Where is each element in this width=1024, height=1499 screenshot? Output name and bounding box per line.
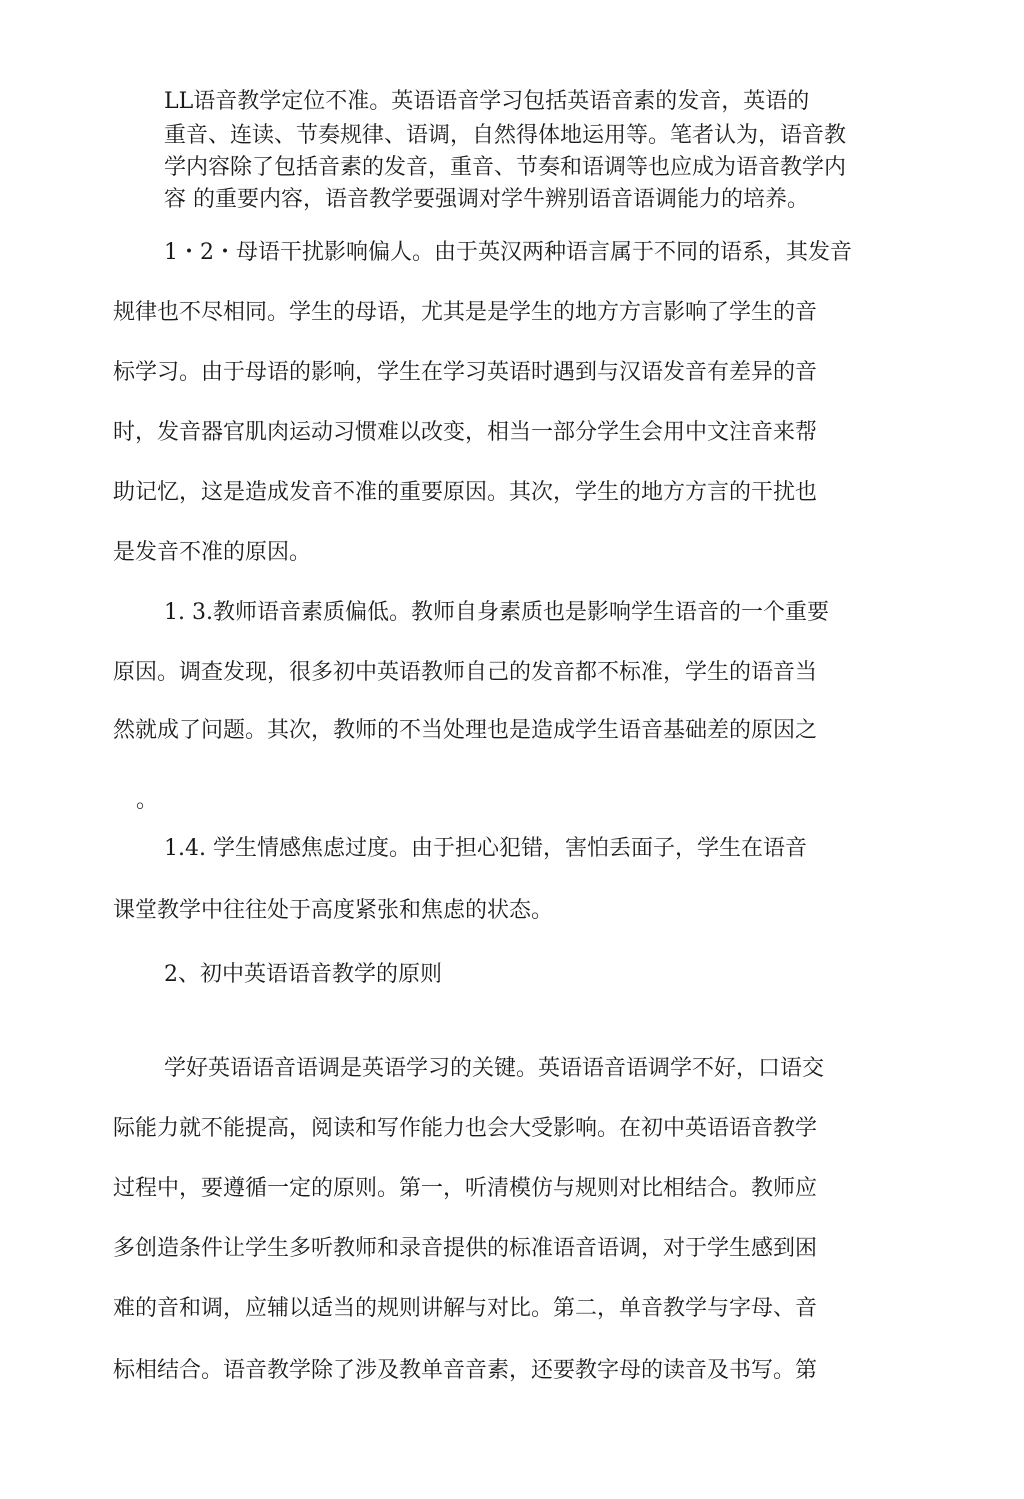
text-line: 课堂教学中往往处于高度紧张和焦虑的状态。 (113, 898, 554, 923)
text-line: 多创造条件让学生多听教师和录音提供的标准语音语调，对于学生感到困 (113, 1236, 818, 1261)
text-line: LL语音教学定位不准。英语语音学习包括英语音素的发音，英语的 (164, 89, 810, 114)
text-line: 难的音和调，应辅以适当的规则讲解与对比。第二，单音教学与字母、音 (113, 1296, 818, 1321)
text-line: 。 (136, 788, 159, 813)
text-line: 1・2・母语干扰影响偏人。由于英汉两种语言属于不同的语系，其发音 (164, 240, 852, 265)
text-line: 1. 3.教师语音素质偏低。教师自身素质也是影响学生语音的一个重要 (164, 600, 829, 625)
text-line: 重音、连读、节奏规律、语调，自然得体地运用等。笔者认为，语音教 (164, 123, 847, 148)
text-line: 际能力就不能提高，阅读和写作能力也会大受影响。在初中英语语音教学 (113, 1116, 818, 1141)
text-line: 标学习。由于母语的影响，学生在学习英语时遇到与汉语发音有差异的音 (113, 360, 818, 385)
text-line: 原因。调查发现，很多初中英语教师自己的发音都不标准，学生的语音当 (113, 660, 818, 685)
text-line: 助记忆，这是造成发音不准的重要原因。其次，学生的地方方言的干扰也 (113, 480, 818, 505)
text-line: 然就成了问题。其次，教师的不当处理也是造成学生语音基础差的原因之 (113, 718, 818, 743)
text-line: 是发音不准的原因。 (113, 540, 312, 565)
text-line: 过程中，要遵循一定的原则。第一，听清模仿与规则对比相结合。教师应 (113, 1176, 818, 1201)
text-line: 1.4. 学生情感焦虑过度。由于担心犯错，害怕丢面子，学生在语音 (164, 836, 807, 861)
text-line: 时，发音器官肌肉运动习惯难以改变，相当一部分学生会用中文注音来帮 (113, 420, 818, 445)
section-heading: 2、初中英语语音教学的原则 (164, 962, 442, 987)
text-line: 规律也不尽相同。学生的母语，尤其是是学生的地方方言影响了学生的音 (113, 300, 818, 325)
text-line: 学好英语语音语调是英语学习的关键。英语语音语调学不好，口语交 (164, 1056, 825, 1081)
text-line: 学内容除了包括音素的发音，重音、节奏和语调等也应成为语音教学内 (164, 155, 847, 180)
text-line: 标相结合。语音教学除了涉及教单音音素，还要教字母的读音及书写。第 (113, 1358, 818, 1383)
text-line: 容 的重要内容，语音教学要强调对学牛辨别语音语调能力的培养。 (164, 187, 809, 212)
